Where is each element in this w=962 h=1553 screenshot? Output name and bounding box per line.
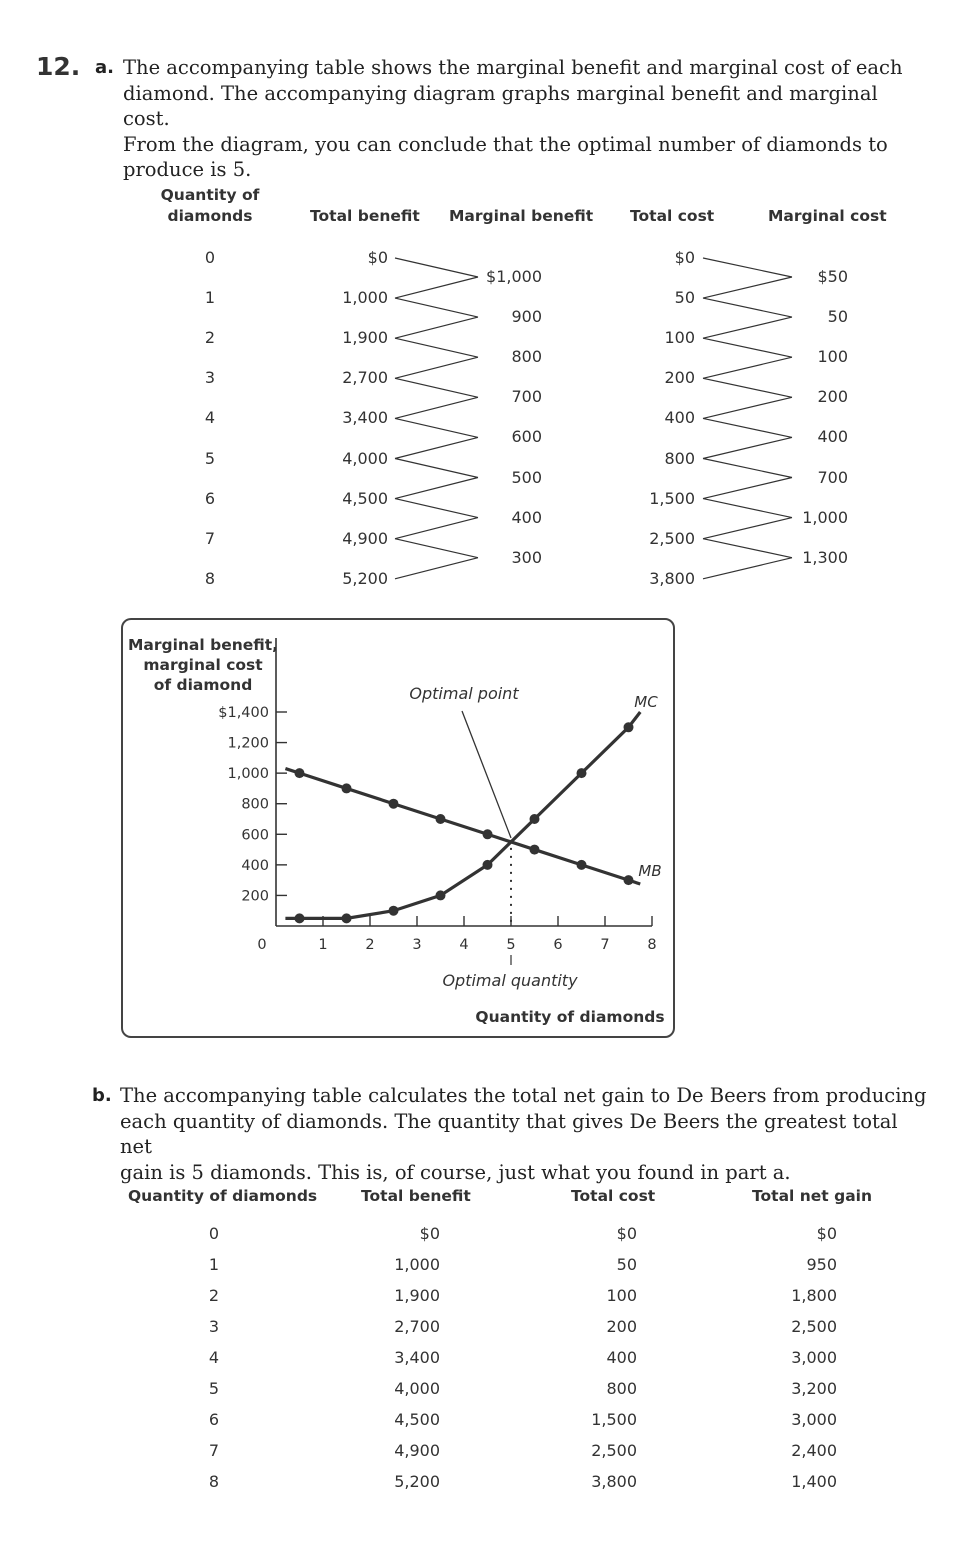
mb-series-label: MB bbox=[638, 862, 662, 880]
quantity-cell: 3 bbox=[204, 368, 216, 388]
mb-point bbox=[342, 783, 352, 793]
x-tick-label: 1 bbox=[318, 937, 328, 953]
total-cost-cell: 400 bbox=[664, 408, 695, 428]
total-cost-cell: 400 bbox=[606, 1347, 637, 1367]
quantity-cell: 7 bbox=[208, 1440, 220, 1460]
part-a-line: The accompanying table shows the marginal benefit and marginal cost of each bbox=[123, 56, 903, 79]
x-tick-label: 8 bbox=[647, 937, 657, 953]
marginal-cost-cell: 700 bbox=[817, 467, 848, 487]
mc-point bbox=[577, 768, 587, 778]
y-axis-label: marginal cost bbox=[143, 656, 263, 674]
mc-point bbox=[436, 890, 446, 900]
total-benefit-cell: 1,000 bbox=[394, 1254, 440, 1274]
quantity-cell: 0 bbox=[208, 1224, 220, 1243]
total-net-gain-cell: 3,200 bbox=[791, 1378, 837, 1398]
quantity-cell: 7 bbox=[204, 528, 216, 548]
table-b-header-total-net-gain: Total net gain bbox=[752, 1187, 872, 1205]
optimal-quantity-label: Optimal quantity bbox=[442, 971, 578, 990]
marginal-benefit-cell: 300 bbox=[511, 547, 542, 567]
question-number: 12. bbox=[36, 52, 81, 81]
marginal-cost-cell: 50 bbox=[827, 307, 848, 327]
total-benefit-cell: 2,700 bbox=[394, 1316, 440, 1336]
total-benefit-cell: 5,200 bbox=[394, 1471, 440, 1491]
total-benefit-cell: 1,000 bbox=[342, 288, 388, 308]
mb-point bbox=[530, 845, 540, 855]
total-benefit-cell: 1,900 bbox=[342, 328, 388, 348]
mb-curve bbox=[285, 769, 640, 884]
total-benefit-cell: $0 bbox=[367, 248, 388, 267]
mb-point bbox=[624, 875, 634, 885]
total-cost-cell: 100 bbox=[664, 328, 695, 348]
marginal-cost-cell: $50 bbox=[817, 267, 848, 286]
total-cost-cell: 2,500 bbox=[649, 528, 695, 548]
marginal-cost-cell: 100 bbox=[817, 347, 848, 367]
total-cost-cell: 800 bbox=[606, 1378, 637, 1398]
quantity-cell: 6 bbox=[208, 1409, 220, 1429]
quantity-cell: 5 bbox=[204, 448, 216, 468]
part-b-text bbox=[92, 1083, 930, 1185]
total-net-gain-cell: 2,500 bbox=[791, 1316, 837, 1336]
part-b-label: b. bbox=[92, 1085, 112, 1106]
marginal-benefit-cell: 900 bbox=[511, 307, 542, 327]
total-benefit-cell: 4,500 bbox=[394, 1409, 440, 1429]
y-axis-label: Marginal benefit, bbox=[127, 636, 279, 654]
mc-point bbox=[483, 860, 493, 870]
marginal-benefit-cell: 800 bbox=[511, 347, 542, 367]
marginal-benefit-cell: 600 bbox=[511, 427, 542, 447]
total-benefit-cell: 4,000 bbox=[342, 448, 388, 468]
marginal-cost-cell: 200 bbox=[817, 387, 848, 407]
total-net-gain-cell: 3,000 bbox=[791, 1347, 837, 1367]
mb-point bbox=[436, 814, 446, 824]
x-tick-label: 5 bbox=[506, 937, 516, 953]
total-net-gain-cell: $0 bbox=[816, 1224, 837, 1243]
mc-point bbox=[530, 814, 540, 824]
total-benefit-cell: 3,400 bbox=[394, 1347, 440, 1367]
mb-point bbox=[389, 799, 399, 809]
total-benefit-cell: 4,900 bbox=[394, 1440, 440, 1460]
total-benefit-cell: 5,200 bbox=[342, 568, 388, 588]
quantity-cell: 1 bbox=[204, 288, 216, 308]
marginal-benefit-cell: 500 bbox=[511, 467, 542, 487]
y-tick-label: $1,400 bbox=[218, 705, 269, 721]
x-origin-label: 0 bbox=[257, 937, 267, 953]
total-benefit-cell: 4,000 bbox=[394, 1378, 440, 1398]
total-cost-cell: $0 bbox=[674, 248, 695, 267]
table-b-header-total-cost: Total cost bbox=[571, 1187, 656, 1205]
mc-series-label: MC bbox=[634, 693, 658, 711]
total-benefit-cell: 3,400 bbox=[342, 408, 388, 428]
total-benefit-cell: 2,700 bbox=[342, 368, 388, 388]
part-b-line: The accompanying table calculates the total net gain to De Beers from producing bbox=[120, 1084, 927, 1107]
x-tick-label: 3 bbox=[412, 937, 422, 953]
total-net-gain-cell: 1,400 bbox=[791, 1471, 837, 1491]
total-net-gain-cell: 3,000 bbox=[791, 1409, 837, 1429]
quantity-cell: 8 bbox=[208, 1471, 220, 1491]
x-tick-label: 4 bbox=[459, 937, 469, 953]
table-a-header-marginal-benefit: Marginal benefit bbox=[449, 207, 594, 225]
quantity-cell: 0 bbox=[204, 248, 216, 267]
y-axis-label: of diamond bbox=[153, 676, 253, 694]
y-tick-label: 400 bbox=[241, 857, 269, 874]
total-cost-cell: 100 bbox=[606, 1285, 637, 1305]
table-b-header-total-benefit: Total benefit bbox=[361, 1187, 471, 1205]
marginal-benefit-cell: $1,000 bbox=[486, 267, 542, 286]
part-b-line: each quantity of diamonds. The quantity that gives De Beers the greatest total net bbox=[120, 1109, 898, 1158]
total-benefit-cell: 4,900 bbox=[342, 528, 388, 548]
total-cost-cell: 3,800 bbox=[591, 1471, 637, 1491]
quantity-cell: 8 bbox=[204, 568, 216, 588]
total-benefit-cell: $0 bbox=[419, 1224, 440, 1243]
table-a-header-marginal-cost: Marginal cost bbox=[768, 207, 887, 225]
mb-point bbox=[577, 860, 587, 870]
y-tick-label: 200 bbox=[241, 888, 269, 905]
total-cost-cell: 50 bbox=[616, 1254, 637, 1274]
part-a-line: diamond. The accompanying diagram graphs marginal benefit and marginal cost. bbox=[123, 81, 878, 130]
quantity-cell: 6 bbox=[204, 488, 216, 508]
y-tick-label: 1,200 bbox=[227, 735, 269, 752]
x-tick-label: 6 bbox=[553, 937, 563, 953]
quantity-cell: 1 bbox=[208, 1254, 220, 1274]
total-net-gain-cell: 2,400 bbox=[791, 1440, 837, 1460]
mc-point bbox=[389, 906, 399, 916]
table-a-header-total-cost: Total cost bbox=[630, 207, 715, 225]
mc-point bbox=[624, 722, 634, 732]
x-axis-label: Quantity of diamonds bbox=[475, 1008, 665, 1026]
mb-point bbox=[483, 829, 493, 839]
total-cost-cell: 50 bbox=[674, 288, 695, 308]
header-line: Quantity of bbox=[160, 186, 260, 204]
y-tick-label: 600 bbox=[241, 827, 269, 844]
quantity-cell: 3 bbox=[208, 1316, 220, 1336]
total-net-gain-cell: 950 bbox=[806, 1254, 837, 1274]
total-cost-cell: 200 bbox=[664, 368, 695, 388]
mc-point bbox=[295, 913, 305, 923]
y-tick-label: 1,000 bbox=[227, 766, 269, 783]
mc-curve bbox=[285, 712, 640, 918]
marginal-cost-cell: 400 bbox=[817, 427, 848, 447]
x-tick-label: 7 bbox=[600, 937, 610, 953]
marginal-benefit-cell: 400 bbox=[511, 507, 542, 527]
optimal-point-pointer bbox=[462, 711, 511, 838]
total-benefit-cell: 1,900 bbox=[394, 1285, 440, 1305]
part-b-line: gain is 5 diamonds. This is, of course, just what you found in part a. bbox=[120, 1160, 791, 1184]
optimal-point-label: Optimal point bbox=[409, 684, 519, 703]
quantity-cell: 2 bbox=[208, 1285, 220, 1305]
marginal-benefit-cell: 700 bbox=[511, 387, 542, 407]
total-cost-cell: 1,500 bbox=[591, 1409, 637, 1429]
quantity-cell: 4 bbox=[208, 1347, 220, 1367]
table-b-header-quantity: Quantity of diamonds bbox=[128, 1187, 318, 1205]
quantity-cell: 2 bbox=[204, 328, 216, 348]
total-benefit-cell: 4,500 bbox=[342, 488, 388, 508]
quantity-cell: 4 bbox=[204, 408, 216, 428]
quantity-cell: 5 bbox=[208, 1378, 220, 1398]
x-tick-label: 2 bbox=[365, 937, 375, 953]
marginal-cost-cell: 1,300 bbox=[802, 547, 848, 567]
total-net-gain-cell: 1,800 bbox=[791, 1285, 837, 1305]
total-cost-cell: 800 bbox=[664, 448, 695, 468]
total-cost-cell: 200 bbox=[606, 1316, 637, 1336]
part-a-line: From the diagram, you can conclude that the optimal number of diamonds to bbox=[123, 132, 888, 156]
part-a-label: a. bbox=[95, 57, 114, 78]
total-cost-cell: $0 bbox=[616, 1224, 637, 1243]
table-a-header-total-benefit: Total benefit bbox=[310, 207, 420, 225]
header-line: diamonds bbox=[167, 207, 253, 225]
part-a-line: produce is 5. bbox=[123, 158, 252, 181]
total-cost-cell: 3,800 bbox=[649, 568, 695, 588]
total-cost-cell: 2,500 bbox=[591, 1440, 637, 1460]
mc-point bbox=[342, 913, 352, 923]
mb-point bbox=[295, 768, 305, 778]
y-tick-label: 800 bbox=[241, 796, 269, 813]
marginal-cost-cell: 1,000 bbox=[802, 507, 848, 527]
total-cost-cell: 1,500 bbox=[649, 488, 695, 508]
